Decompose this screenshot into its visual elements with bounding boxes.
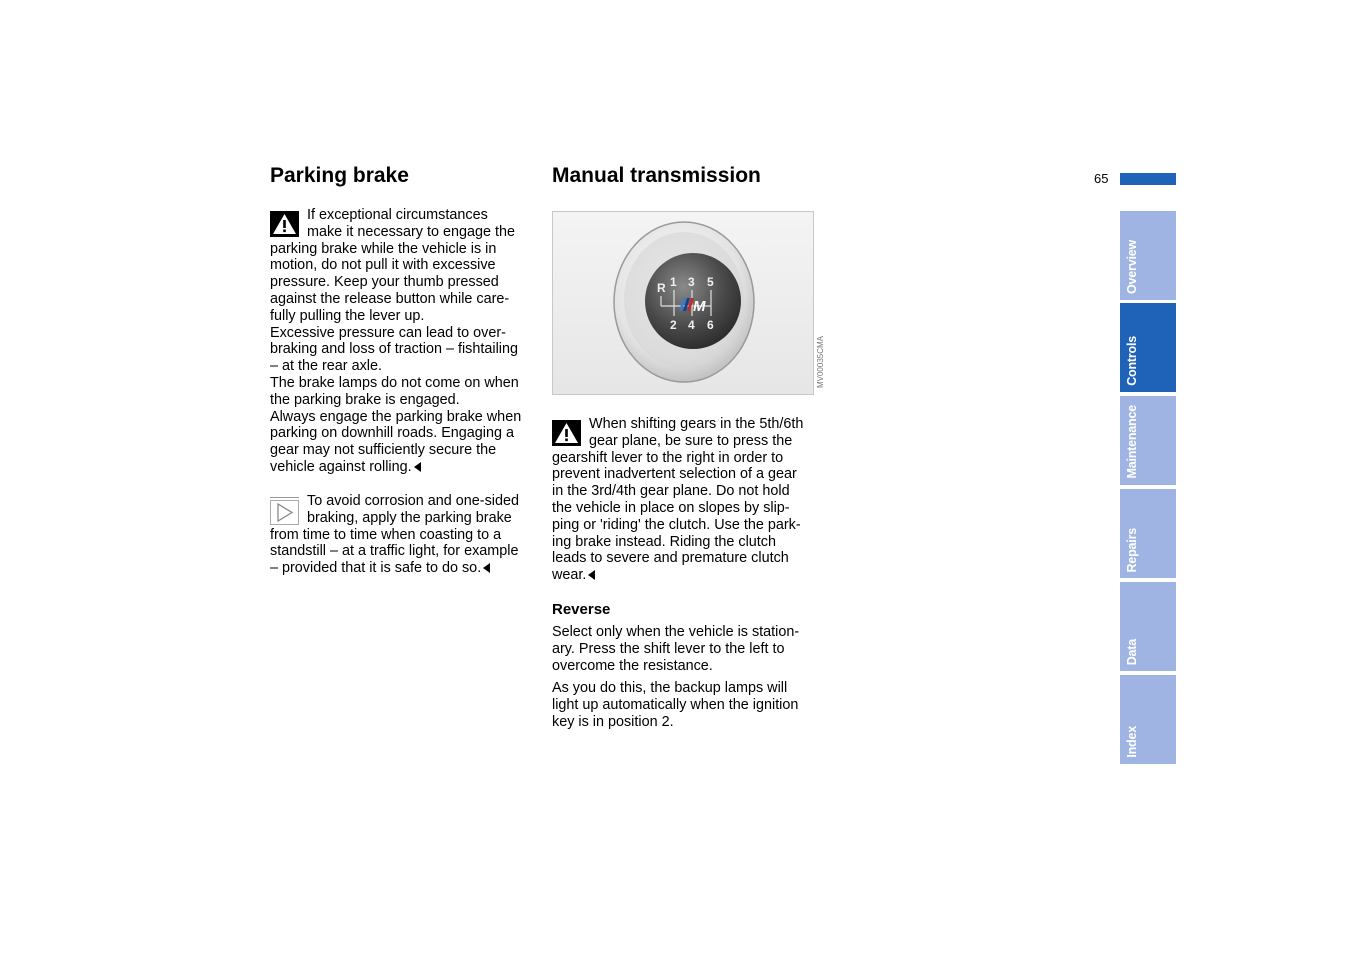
text-line: Always engage the parking brake when [270, 408, 522, 425]
end-mark-icon [483, 563, 490, 573]
page-marker-bar [1120, 173, 1176, 185]
text-line: parking on downhill roads. Engaging a [270, 425, 515, 442]
image-code: MV00035CMA [816, 336, 825, 389]
tab-label: Data [1125, 638, 1139, 665]
tab-label: Overview [1125, 240, 1139, 294]
text-line: key is in position 2. [552, 713, 674, 730]
end-mark-icon [588, 570, 595, 580]
tab-overview[interactable] [1120, 211, 1176, 300]
tab-index[interactable] [1120, 675, 1176, 764]
text-line: gearshift lever to the right in order to [552, 449, 784, 466]
text-line: make it necessary to engage the [307, 223, 515, 240]
gear-label: 1 [670, 275, 677, 289]
text-line: overcome the resistance. [552, 657, 713, 674]
tab-label: Index [1125, 726, 1139, 758]
text-line: standstill – at a traffic light, for example [270, 543, 519, 560]
text-line: wear. [552, 567, 587, 584]
text-line: motion, do not pull it with excessive [270, 257, 496, 274]
text-line-end [552, 567, 827, 584]
gearshift-knob-image [552, 211, 814, 395]
gear-label: 6 [707, 318, 714, 332]
gear-label: 5 [707, 275, 714, 289]
text-line: gear may not sufficiently secure the [270, 442, 497, 459]
tab-maintenance[interactable] [1120, 396, 1176, 485]
parking-brake-title: Parking brake [270, 164, 409, 187]
end-mark-icon [414, 462, 421, 472]
text-line: parking brake while the vehicle is in [270, 240, 497, 257]
text-line: Select only when the vehicle is station- [552, 624, 800, 640]
text-line: from time to time when coasting to a [270, 526, 502, 543]
tab-label: Maintenance [1125, 405, 1139, 479]
page-number: 65 [1094, 171, 1109, 186]
m-logo-letter: M [693, 298, 706, 315]
text-line: ing brake instead. Riding the clutch [552, 533, 776, 550]
transmission-warning-text [552, 416, 827, 584]
text-line: prevent inadvertent selection of a gear [552, 466, 797, 483]
reverse-paragraph-1 [552, 624, 827, 674]
text-line: ary. Press the shift lever to the left to [552, 640, 785, 657]
tab-data[interactable] [1120, 582, 1176, 671]
tab-label: Controls [1125, 336, 1139, 386]
text-line: The brake lamps do not come on when [270, 374, 519, 391]
parking-brake-note-text [270, 493, 540, 577]
text-line: braking and loss of traction – fishtailing [270, 341, 518, 358]
tab-controls[interactable] [1120, 303, 1176, 392]
text-line: gear plane, be sure to press the [589, 432, 793, 449]
text-line: leads to severe and premature clutch [552, 550, 789, 567]
text-line: To avoid corrosion and one-sided [307, 493, 519, 509]
tab-label: Repairs [1125, 527, 1139, 572]
text-line: the vehicle in place on slopes by slip- [552, 499, 790, 516]
gear-label: 2 [670, 318, 677, 332]
text-line: vehicle against rolling. [270, 458, 412, 475]
text-line: – at the rear axle. [270, 358, 382, 375]
text-line: As you do this, the backup lamps will [552, 680, 788, 696]
text-line: the parking brake is engaged. [270, 391, 460, 408]
gear-label: 4 [688, 318, 695, 332]
text-line: Excessive pressure can lead to over- [270, 324, 506, 341]
manual-transmission-title: Manual transmission [552, 164, 761, 187]
parking-brake-warning-text [270, 207, 540, 476]
text-line: light up automatically when the ignition [552, 696, 799, 713]
tab-repairs[interactable] [1120, 489, 1176, 578]
gear-label: 3 [688, 275, 695, 289]
text-line: fully pulling the lever up. [270, 307, 425, 324]
text-line: in the 3rd/4th gear plane. Do not hold [552, 483, 790, 500]
text-line: against the release button while care- [270, 290, 510, 307]
text-line: braking, apply the parking brake [307, 509, 512, 526]
text-line-end [270, 560, 540, 577]
text-line: ping or 'riding' the clutch. Use the park- [552, 516, 801, 533]
gear-reverse-label: R [657, 281, 666, 295]
reverse-title: Reverse [552, 601, 611, 618]
text-line: If exceptional circumstances [307, 207, 488, 223]
reverse-paragraph-2 [552, 680, 827, 730]
text-line-end [270, 459, 540, 476]
text-line: pressure. Keep your thumb pressed [270, 274, 499, 291]
text-line: When shifting gears in the 5th/6th [589, 416, 804, 432]
text-line: – provided that it is safe to do so. [270, 560, 482, 577]
